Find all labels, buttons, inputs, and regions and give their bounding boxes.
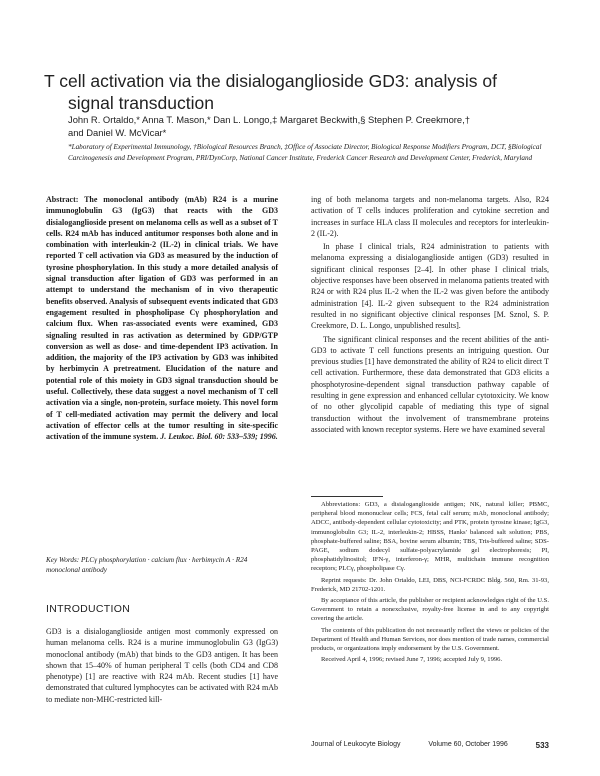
footnote-disclaimer: The contents of this publication do not necessarily reflect the views or policies of the Department of Health and Human Services, nor does mention of trade names, commercial products, or organizations imply endorsement by the U.S. Government.: [311, 626, 549, 653]
page-number: 533: [535, 741, 549, 750]
introduction-heading: INTRODUCTION: [46, 603, 131, 615]
keywords-label: Key Words:: [46, 556, 80, 564]
abstract-label: Abstract:: [46, 195, 79, 204]
abstract-text: The monoclonal antibody (mAb) R24 is a murine immunoglobulin G3 (IgG3) that reacts with the GD3 disialoganglioside present on melanoma cells as well as a subset of T cells. R24 mAb has induced antitumor responses both alone and in combination with interleukin-2 (IL-2) in clinical trials. We have reported T cell activation via GD3 as measured by the induction of tyrosine phosphorylation. In this study a more detailed analysis of signal transduction after ligation of GD3 was performed in an attempt to understand the mechanism of in vivo therapeutic benefits observed. Analysis of subsequent events indicated that GD3 engagement resulted in phospholipase Cγ phosphorylation and calcium flux. When ras-associated events were examined, GD3 signaling resulted in ras activation as determined by GDP/GTP conversion as well as dose- and time-dependent IP3 activation. In addition, the majority of the IP3 activation by GD3 was inhibited by herbimycin A pretreatment. Elucidation of the nature and potential role of this moiety in GD3 signal transduction should be useful. Collectively, these data suggest a novel mechanism of T cell activation via a single, non-protein, surface moiety. This novel form of T cell-mediated activation may permit the delivery and local activation of effector cells at the tumor resulting in site-specific activation of the immune system.: [46, 195, 278, 442]
title-line-1: T cell activation via the disialoganglioside GD3: analysis of: [44, 71, 497, 91]
right-column-text: [311, 194, 549, 435]
footnote-divider: [311, 496, 383, 497]
footnote-reprints: Reprint requests: Dr. John Ortaldo, LEI, DBS, NCI-FCRDC Bldg. 560, Rm. 31-93, Frederick, MD 21702-1201.: [311, 576, 549, 593]
authors-line-1: John R. Ortaldo,* Anna T. Mason,* Dan L. Longo,‡ Margaret Beckwith,§ Stephen P. Creekmore,†: [68, 114, 470, 125]
affiliations: *Laboratory of Experimental Immunology, †Biological Resources Branch, ‡Office of Associate Director, Biological Response Modifiers Program, DCT, §Biological Carcinogenesis and Development Program, PRI/DynCorp, National Cancer Institute, Frederick Cancer Research and Development Center, Frederick, Maryland: [68, 143, 542, 162]
volume-info: Volume 60, October 1996: [428, 741, 508, 748]
author-list: [68, 113, 568, 139]
footnote-abbreviations: Abbreviations: GD3, a disialoganglioside antigen; NK, natural killer; PBMC, peripheral blood mononuclear cells; FCS, fetal calf serum; mAb, monoclonal antibody; ADCC, antibody-dependent cellular cytotoxicity; and PTK, protein tyrosine kinase; IgG3, immunoglobulin G3; IL-2, interleukin-2; HBSS, Hanks' balanced salt solution; PBS, phosphate-buffered saline; BSA, bovine serum albumin; TBS, Tris-buffered saline; SDS-PAGE, sodium dodecyl sulfate-polyacrylamide gel electrophoresis; PI, phosphatidylinositol; IFN-γ, interferon-γ; MHR, multichain immune recognition receptors; PLCγ, phospholipase Cγ.: [311, 501, 549, 573]
footnote-received: Received April 4, 1996; revised June 7, 1996; accepted July 9, 1996.: [321, 656, 503, 664]
footnote-copyright: By acceptance of this article, the publisher or recipient acknowledges right of the U.S. Government to retain a nonexclusive, royalty-free license in and to any copyright covering the article.: [311, 597, 549, 623]
article-title: [44, 70, 564, 114]
abstract-citation: J. Leukoc. Biol. 60: 533–539; 1996.: [160, 432, 278, 442]
keywords-text: PLCγ phosphorylation · calcium flux · herbimycin A · R24 monoclonal antibody: [46, 556, 248, 574]
title-line-2: signal transduction: [68, 93, 214, 113]
abstract: [46, 194, 278, 443]
footnotes: [311, 500, 549, 666]
page-footer: [311, 741, 549, 750]
authors-line-2: and Daniel W. McVicar*: [68, 127, 167, 138]
body-paragraph: ing of both melanoma targets and non-melanoma targets. Also, R24 activation of T cells induces proliferation and cytokine secretion and increases in surface HLA class II molecules and receptors for interleukin-2 (IL-2).: [311, 195, 549, 238]
introduction-text: GD3 is a disialoganglioside antigen most commonly expressed on human melanoma cells. R24 is a murine immunoglobulin G3 (IgG3) monoclonal antibody (mAb) that binds to the GD3 antigen. It has been shown that 15–40% of human peripheral T cells (both CD4 and CD8 phenotype) [1] are reactive with R24 mAb. Recent studies [1] have demonstrated that cultured lymphocytes can be activated with R24 mAb to mediate non-MHC-restricted kill-: [46, 627, 278, 704]
body-paragraph: The significant clinical responses and the recent abilities of the anti-GD3 to activate T cell functions presents an intriguing question. Our previous studies [1] have demonstrated the ability of R24 to elicit direct T cell activation. Furthermore, these data demonstrated that GD3 elicits a phosphotyrosine-dependent signal transduction pathway capable of resulting in gene expression and enhanced cellular cytotoxicity. We know of no other glycolipid capable of mediating this type of signal transduction without the involvement of transmembrane proteins associated with known receptor systems. Here we have examined several: [311, 334, 549, 434]
keywords: [46, 555, 278, 575]
journal-name: Journal of Leukocyte Biology: [311, 741, 401, 748]
body-paragraph: In phase I clinical trials, R24 administration to patients with melanoma expressing a disialoganglioside antigen (GD3) resulted in significant clinical responses [2–4]. In other phase I clinical trials, objective responses have been observed in melanoma patients treated with R24 or with R24 plus IL-2 when the IL-2 was given before the antibody administration [4]. IL-2 given subsequent to the R24 administration resulted in no significant objective clinical responses [M. Sznol, S. P. Creekmore, D. L. Longo, unpublished results].: [311, 242, 549, 331]
